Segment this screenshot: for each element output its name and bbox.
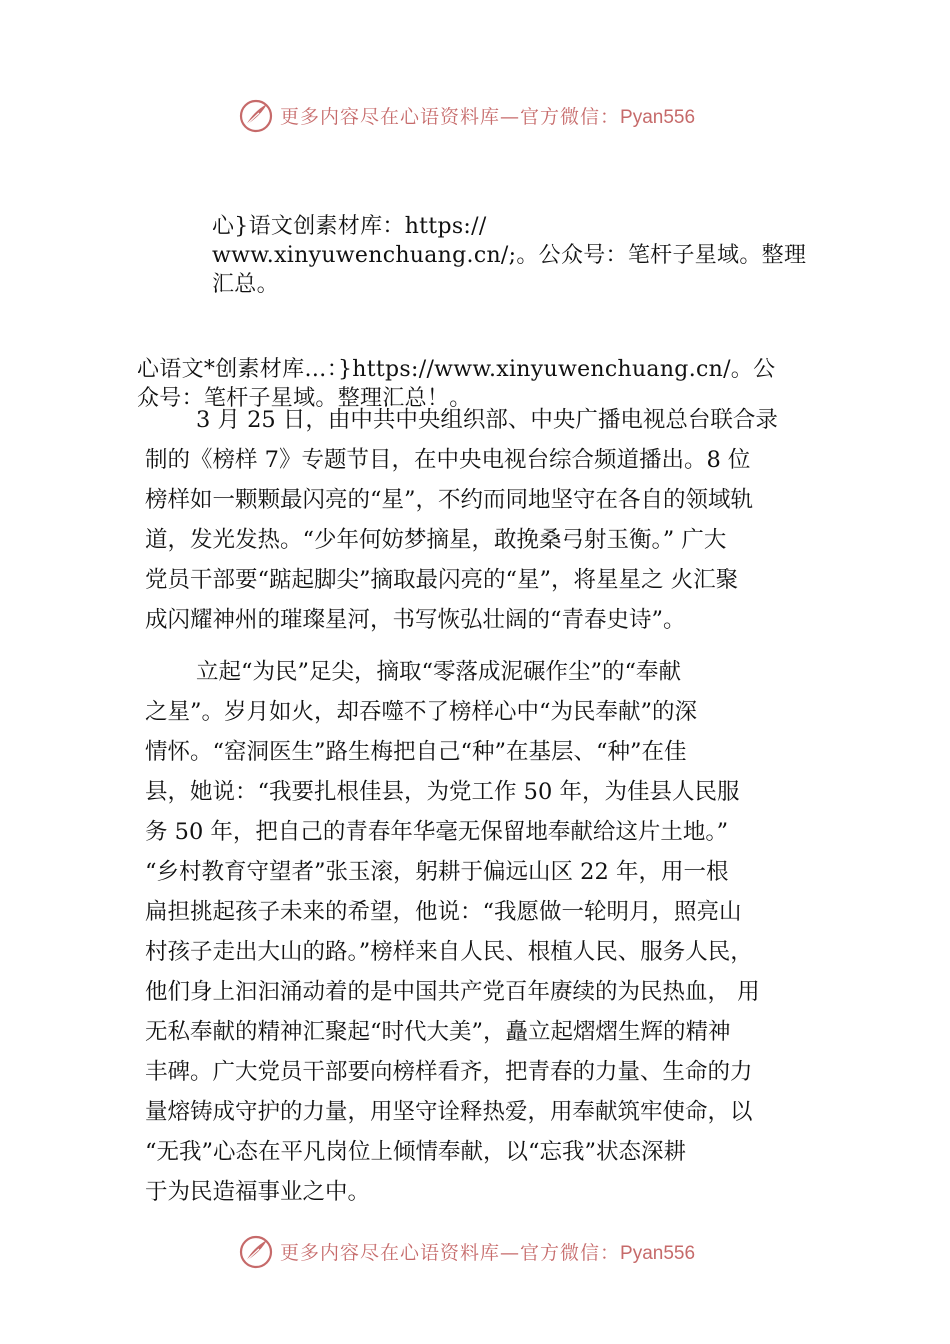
text-line: “无我”心态在平凡岗位上倾情奉献，以“忘我”状态深耕 [145,1139,687,1165]
note-line: www.xinyuwenchuang.cn/;。公众号：笔杆子星域。整理 [212,243,807,268]
text-line: 务 50 年，把自己的青春年华毫无保留地奉献给这片土地。” [145,819,729,845]
text-line: 制的《榜样 7》专题节目，在中央电视台综合频道播出。8 位 [145,447,751,473]
banner-text: 更多内容尽在心语资料库—官方微信： [280,106,621,128]
note-line: 汇总。 [212,272,279,297]
banner-text: 更多内容尽在心语资料库—官方微信： [280,1242,621,1264]
quill-pen-icon [238,1234,274,1270]
quill-pen-icon [238,98,274,134]
text-line: 党员干部要“踮起脚尖”摘取最闪亮的“星”，将星星之 火汇聚 [145,567,739,593]
header-banner [0,96,950,136]
text-line: 立起“为民”足尖，摘取“零落成泥碾作尘”的“奉献 [196,659,682,685]
note-line: 众号：笔杆子星域。整理汇总！。 [137,386,472,411]
text-line: 之星”。岁月如火，却吞噬不了榜样心中“为民奉献”的深 [145,699,698,725]
wechat-id: Pyan556 [620,107,696,128]
text-line: 情怀。“窑洞医生”路生梅把自己“种”在基层、“种”在佳 [145,739,687,765]
footer-banner [0,1232,950,1272]
paragraph-2 [145,652,835,1212]
text-line: 村孩子走出大山的路。”榜样来自人民、根植人民、服务人民， [145,939,753,965]
paragraph-1 [145,400,835,640]
text-line: 于为民造福事业之中。 [145,1179,371,1205]
text-line: 他们身上汩汩涌动着的是中国共产党百年赓续的为民热血， 用 [145,979,760,1005]
note-line: 心语文*创素材库…：}https://www.xinyuwenchuang.cn/。公 [137,357,776,382]
text-line: 县，她说：“我要扎根佳县，为党工作 50 年，为佳县人民服 [145,779,740,805]
text-line: 榜样如一颗颗最闪亮的“星”，不约而同地坚守在各自的领域轨 [145,487,754,513]
text-line: “乡村教育守望者”张玉滚，躬耕于偏远山区 22 年，用一根 [145,859,729,885]
text-line: 量熔铸成守护的力量，用坚守诠释热爱，用奉献筑牢使命，以 [145,1099,753,1125]
text-line: 丰碑。广大党员干部要向榜样看齐，把青春的力量、生命的力 [145,1059,753,1085]
text-line: 无私奉献的精神汇聚起“时代大美”，矗立起熠熠生辉的精神 [145,1019,731,1045]
text-line: 道，发光发热。“少年何妨梦摘星，敢挽桑弓射玉衡。” 广大 [145,527,727,553]
text-line: 扁担挑起孩子未来的希望，他说：“我愿做一轮明月，照亮山 [145,899,742,925]
note-line: 心}语文创素材库：https:// [212,214,487,239]
wechat-id: Pyan556 [620,1243,696,1264]
source-note-1 [212,212,852,299]
text-line: 成闪耀神州的璀璨星河，书写恢弘壮阔的“青春史诗”。 [145,607,686,633]
text-line: 3 月 25 日，由中共中央组织部、中央广播电视总台联合录 [196,407,778,433]
